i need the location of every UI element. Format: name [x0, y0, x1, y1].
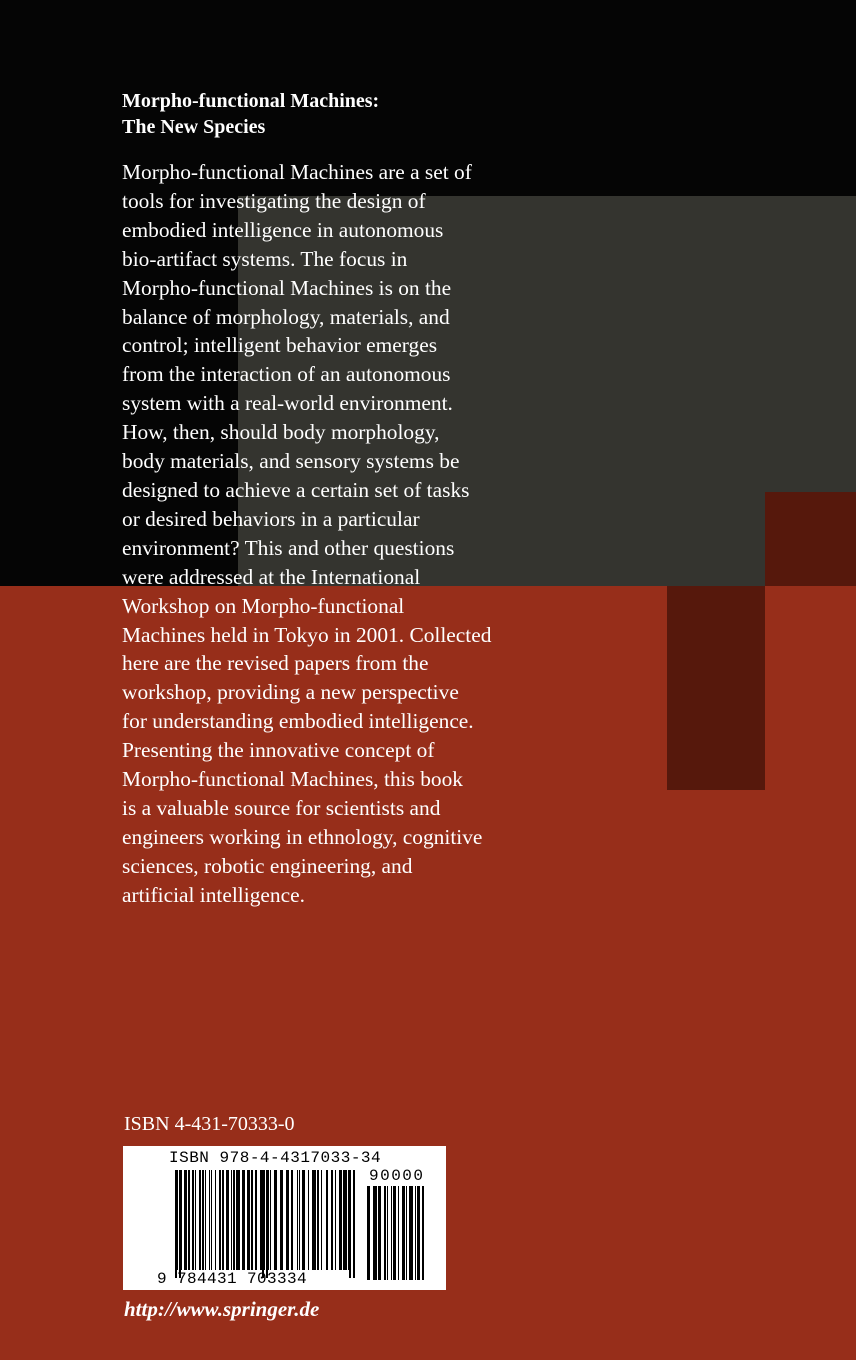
barcode-bar	[409, 1186, 413, 1280]
barcode-bar	[286, 1170, 289, 1270]
title-line-2: The New Species	[122, 116, 266, 138]
description-line: Morpho-functional Machines is on the	[122, 275, 452, 300]
maroon-block-right	[765, 492, 856, 586]
barcode-bar	[255, 1170, 257, 1270]
barcode-bar	[233, 1170, 235, 1270]
description-line: Morpho-functional Machines are a set of	[122, 160, 472, 184]
barcode-bar	[335, 1170, 336, 1270]
barcode-bar	[205, 1170, 206, 1270]
barcode-bar	[192, 1170, 194, 1270]
barcode-guard-bar	[175, 1170, 177, 1278]
barcode-bar	[222, 1170, 224, 1270]
barcode-bar	[302, 1170, 305, 1270]
description-line: artificial intelligence.	[122, 882, 305, 907]
barcode-bar	[402, 1186, 405, 1280]
description-line: or desired behaviors in a particular	[122, 506, 420, 531]
barcode-bar	[236, 1170, 240, 1270]
barcode-bar	[202, 1170, 204, 1270]
description-line: for understanding embodied intelligence.	[122, 709, 474, 734]
description-line: system with a real-world environment.	[122, 391, 453, 416]
book-title	[122, 88, 562, 140]
description-line: bio-artifact systems. The focus in	[122, 246, 408, 271]
description-line: sciences, robotic engineering, and	[122, 853, 413, 878]
barcode-bar	[321, 1170, 322, 1270]
barcode-bar	[274, 1170, 277, 1270]
barcode-bar	[373, 1186, 377, 1280]
maroon-block-lower	[667, 586, 765, 790]
barcode-bar	[199, 1170, 201, 1270]
barcode-bar	[317, 1170, 319, 1270]
barcode-bar	[215, 1170, 216, 1270]
barcode	[123, 1146, 446, 1290]
barcode-digits: 9 784431 703334	[157, 1270, 308, 1288]
description-line: Morpho-functional Machines, this book	[122, 767, 464, 792]
barcode-bar	[195, 1170, 196, 1270]
description-line: Presenting the innovative concept of	[122, 738, 435, 763]
description-line: balance of morphology, materials, and	[122, 304, 450, 329]
barcode-bar	[378, 1186, 381, 1280]
description-line: were addressed at the International	[122, 564, 421, 589]
barcode-guard-bar	[353, 1170, 355, 1278]
barcode-bar	[264, 1170, 265, 1270]
barcode-bar	[343, 1170, 347, 1270]
description-line: designed to achieve a certain set of tasks	[122, 477, 470, 502]
barcode-bar	[280, 1170, 283, 1270]
barcode-bar	[270, 1170, 271, 1270]
description-line: engineers working in ethnology, cognitive	[122, 824, 483, 849]
barcode-bar	[184, 1170, 187, 1270]
barcode-bar	[367, 1186, 370, 1280]
description-line: is a valuable source for scientists and	[122, 795, 441, 820]
barcode-bar	[247, 1170, 250, 1270]
barcode-guard-bar	[179, 1170, 181, 1278]
barcode-bar	[339, 1170, 342, 1270]
barcode-bar	[326, 1170, 328, 1270]
description-line: body materials, and sensory systems be	[122, 449, 460, 474]
barcode-bar	[299, 1170, 300, 1270]
barcode-bar	[291, 1170, 293, 1270]
barcode-bar	[181, 1170, 182, 1270]
barcode-bar	[242, 1170, 245, 1270]
barcode-bar	[387, 1186, 388, 1280]
description-line: environment? This and other questions	[122, 535, 455, 560]
barcode-bar	[219, 1170, 221, 1270]
isbn-text: ISBN 4-431-70333-0	[124, 1113, 295, 1135]
description-line: tools for investigating the design of	[122, 188, 426, 213]
barcode-bar	[308, 1170, 309, 1270]
description-line: workshop, providing a new perspective	[122, 680, 459, 705]
barcode-bar	[211, 1170, 212, 1270]
barcode-bar	[251, 1170, 253, 1270]
text-column	[122, 88, 562, 907]
barcode-bar	[415, 1186, 416, 1280]
barcode-guard-bar	[266, 1170, 268, 1278]
publisher-url: http://www.springer.de	[124, 1297, 320, 1321]
description-line: control; intelligent behavior emerges	[122, 333, 438, 358]
barcode-bar	[231, 1170, 232, 1270]
barcode-guard-bar	[262, 1170, 264, 1278]
description-line: embodied intelligence in autonomous	[122, 217, 444, 242]
description-line: How, then, should body morphology,	[122, 420, 440, 445]
barcode-bar	[406, 1186, 407, 1280]
barcode-addon-digits: 90000	[369, 1167, 425, 1185]
barcode-bar	[398, 1186, 399, 1280]
description-line: Machines held in Tokyo in 2001. Collected	[122, 622, 492, 647]
barcode-bar	[391, 1186, 392, 1280]
barcode-bar	[422, 1186, 424, 1280]
description-line: here are the revised papers from the	[122, 651, 429, 676]
book-description	[122, 158, 562, 910]
barcode-bar	[297, 1170, 298, 1270]
description-line: from the interaction of an autonomous	[122, 362, 451, 387]
barcode-bar	[417, 1186, 420, 1280]
barcode-isbn-line: ISBN 978-4-4317033-34	[169, 1149, 382, 1167]
title-line-1: Morpho-functional Machines:	[122, 90, 380, 112]
barcode-bar	[188, 1170, 190, 1270]
barcode-bar	[384, 1186, 386, 1280]
barcode-bar	[209, 1170, 210, 1270]
barcode-bar	[260, 1170, 262, 1270]
barcode-bar	[312, 1170, 316, 1270]
barcode-bar	[331, 1170, 333, 1270]
barcode-guard-bar	[349, 1170, 351, 1278]
barcode-bar	[226, 1170, 229, 1270]
description-line: Workshop on Morpho-functional	[122, 593, 405, 618]
barcode-bar	[393, 1186, 396, 1280]
